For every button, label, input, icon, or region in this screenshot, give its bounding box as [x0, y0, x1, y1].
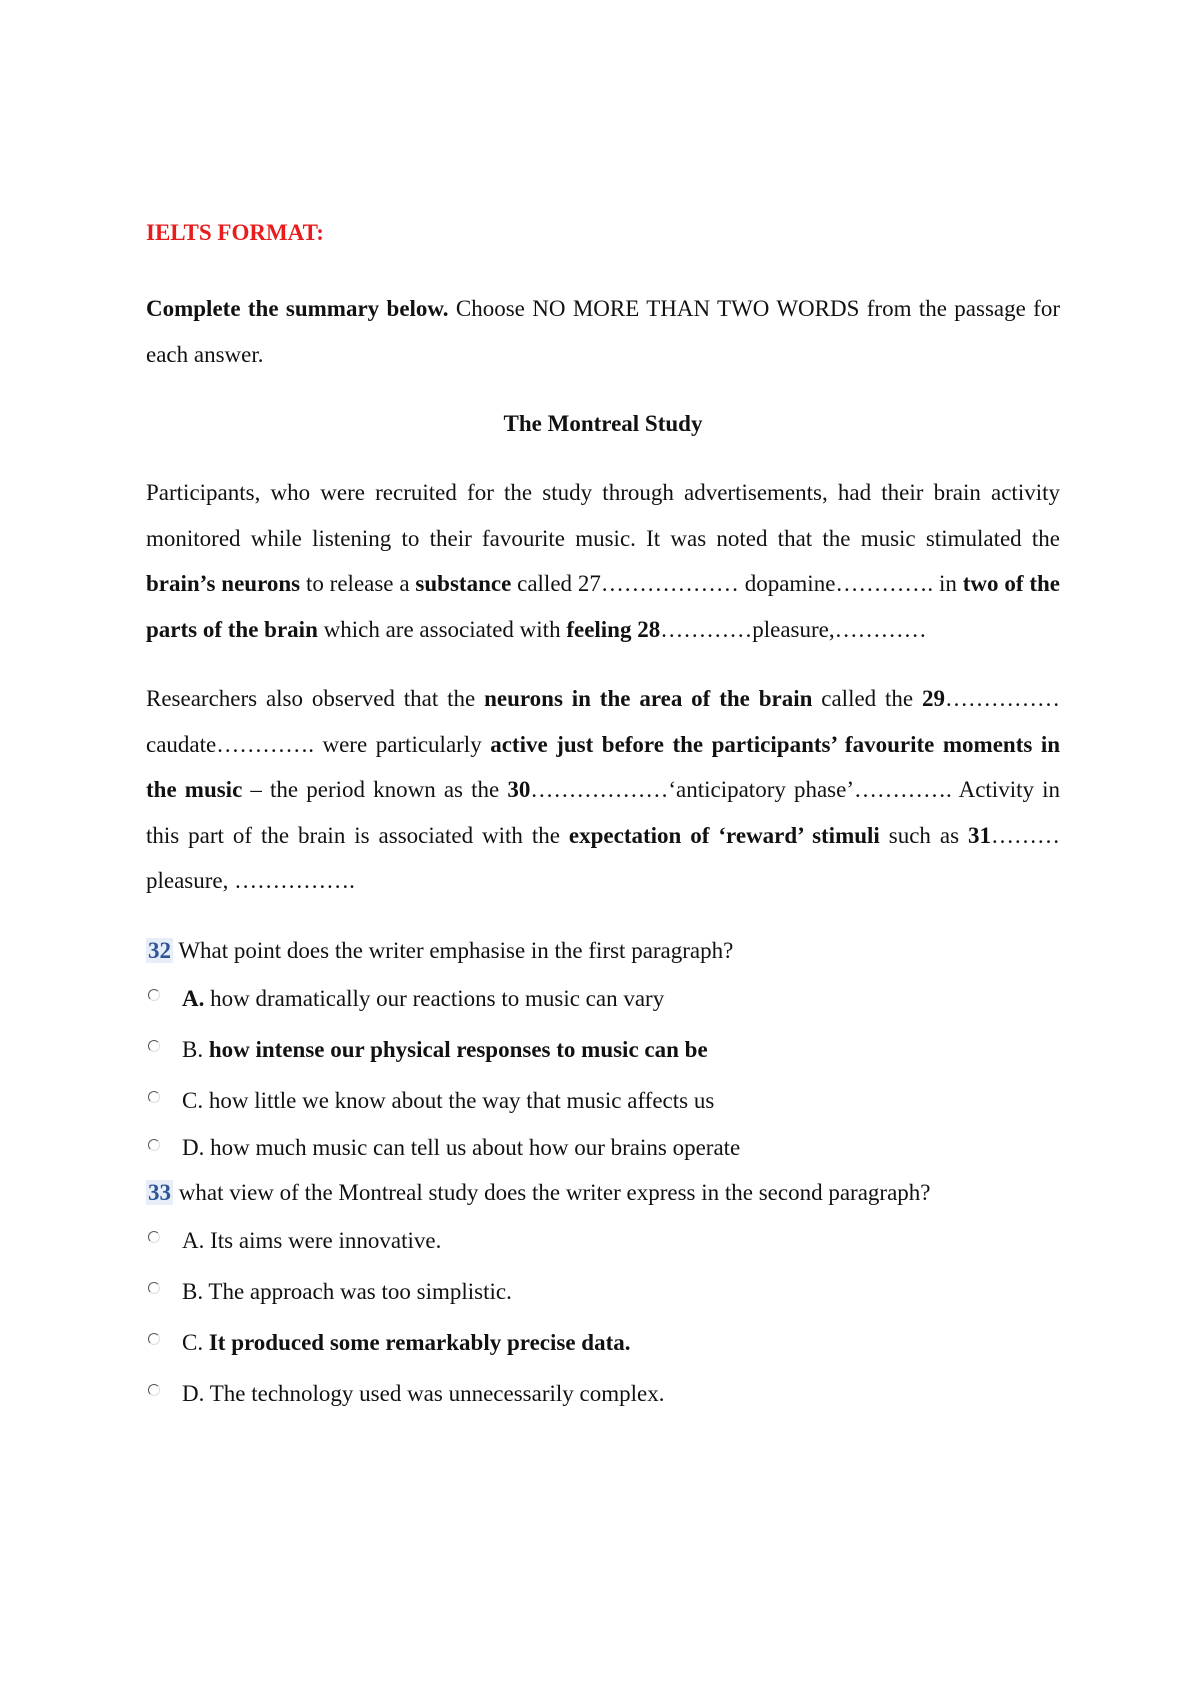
p2-bold: expectation of ‘reward’ stimuli	[568, 822, 880, 848]
p2-text: ……………caudate…………. were particularly	[146, 686, 1060, 757]
p1-text: Participants, who were recruited for the study through advertisements, had their brain activity monitored while listening to their favourite music. It was noted that the music stimulated the	[146, 480, 1060, 551]
p1-text: which are associated with	[317, 616, 567, 642]
p2-text: such as	[879, 822, 968, 848]
question-number: 33	[148, 1179, 171, 1205]
option-letter: A.	[182, 985, 205, 1011]
p2-text: ………pleasure, …………….	[146, 822, 1060, 893]
p1-text: to release a	[300, 571, 416, 596]
p2-bold: 30	[507, 777, 531, 802]
option-text: how intense our physical responses to music can be	[203, 1036, 708, 1062]
question-32	[146, 928, 1060, 1170]
instructions-bold: Complete the summary below.	[146, 296, 449, 321]
radio-button[interactable]	[148, 1231, 160, 1243]
option-text: how much music can tell us about how our brains operate	[204, 1134, 741, 1160]
instructions-pre: Choose	[448, 296, 533, 321]
instructions-post: from the passage for each answer.	[146, 296, 1060, 367]
summary-paragraph-1	[146, 470, 1060, 652]
option-letter: B.	[182, 1036, 204, 1062]
p2-bold: 31	[968, 822, 991, 848]
summary-title: The Montreal Study	[503, 411, 703, 436]
option-d[interactable]	[146, 1368, 1060, 1419]
option-c[interactable]	[146, 1075, 1060, 1126]
p1-bold: feeling 28	[566, 616, 661, 642]
option-text: The technology used was unnecessarily complex.	[204, 1380, 665, 1406]
p1-bold: brain’s neurons	[146, 571, 301, 596]
question-number: 32	[148, 937, 171, 963]
instructions-caps: NO MORE THAN TWO WORDS	[532, 296, 860, 321]
p2-bold: neurons in the area of the brain	[484, 686, 813, 711]
radio-button[interactable]	[148, 1139, 160, 1151]
radio-button[interactable]	[148, 1384, 160, 1396]
p1-text: …………pleasure,…………	[660, 616, 927, 642]
p1-bold: substance	[415, 571, 512, 596]
p2-text: ………………‘anticipatory phase’…………. Activity in this part of the brain is associated with the	[146, 777, 1060, 848]
option-b[interactable]	[146, 1024, 1060, 1075]
p1-bold: two of the parts of the brain	[146, 571, 1061, 642]
p2-text: Researchers also observed that the	[146, 686, 485, 711]
p2-bold: 29	[922, 686, 945, 711]
option-letter: D.	[182, 1380, 205, 1406]
summary-paragraph-2	[146, 676, 1060, 904]
p2-text: called the	[812, 686, 922, 711]
p2-text: – the period known as the	[242, 777, 508, 802]
section-heading: IELTS FORMAT:	[146, 220, 324, 245]
radio-button[interactable]	[148, 1282, 160, 1294]
option-b[interactable]	[146, 1266, 1060, 1317]
option-letter: B.	[182, 1278, 204, 1304]
option-letter: C.	[182, 1329, 204, 1355]
option-a[interactable]	[146, 973, 1060, 1024]
p2-bold: active just before the participants’ favourite moments in the music	[146, 731, 1060, 802]
question-33	[146, 1170, 1060, 1419]
question-text: What point does the writer emphasise in the first paragraph?	[173, 937, 734, 963]
option-text: Its aims were innovative.	[204, 1227, 442, 1253]
instructions	[146, 286, 1060, 377]
radio-button[interactable]	[148, 1333, 160, 1345]
option-text: how little we know about the way that music affects us	[203, 1087, 715, 1113]
radio-button[interactable]	[148, 1040, 160, 1052]
option-c[interactable]	[146, 1317, 1060, 1368]
option-a[interactable]	[146, 1215, 1060, 1266]
option-letter: C.	[182, 1087, 204, 1113]
option-letter: A.	[182, 1227, 205, 1253]
radio-button[interactable]	[148, 1091, 160, 1103]
p1-text: called 27……………… dopamine…………. in	[511, 571, 963, 596]
question-text: what view of the Montreal study does the writer express in the second paragraph?	[173, 1179, 931, 1205]
option-letter: D.	[182, 1134, 205, 1160]
radio-button[interactable]	[148, 989, 160, 1001]
option-text: The approach was too simplistic.	[203, 1278, 512, 1304]
option-d[interactable]	[146, 1126, 1060, 1170]
question-stem	[146, 1170, 1060, 1215]
document-body	[146, 220, 1060, 1419]
option-text: how dramatically our reactions to music can vary	[204, 985, 665, 1011]
option-text: It produced some remarkably precise data.	[203, 1329, 631, 1355]
question-stem	[146, 928, 1060, 973]
